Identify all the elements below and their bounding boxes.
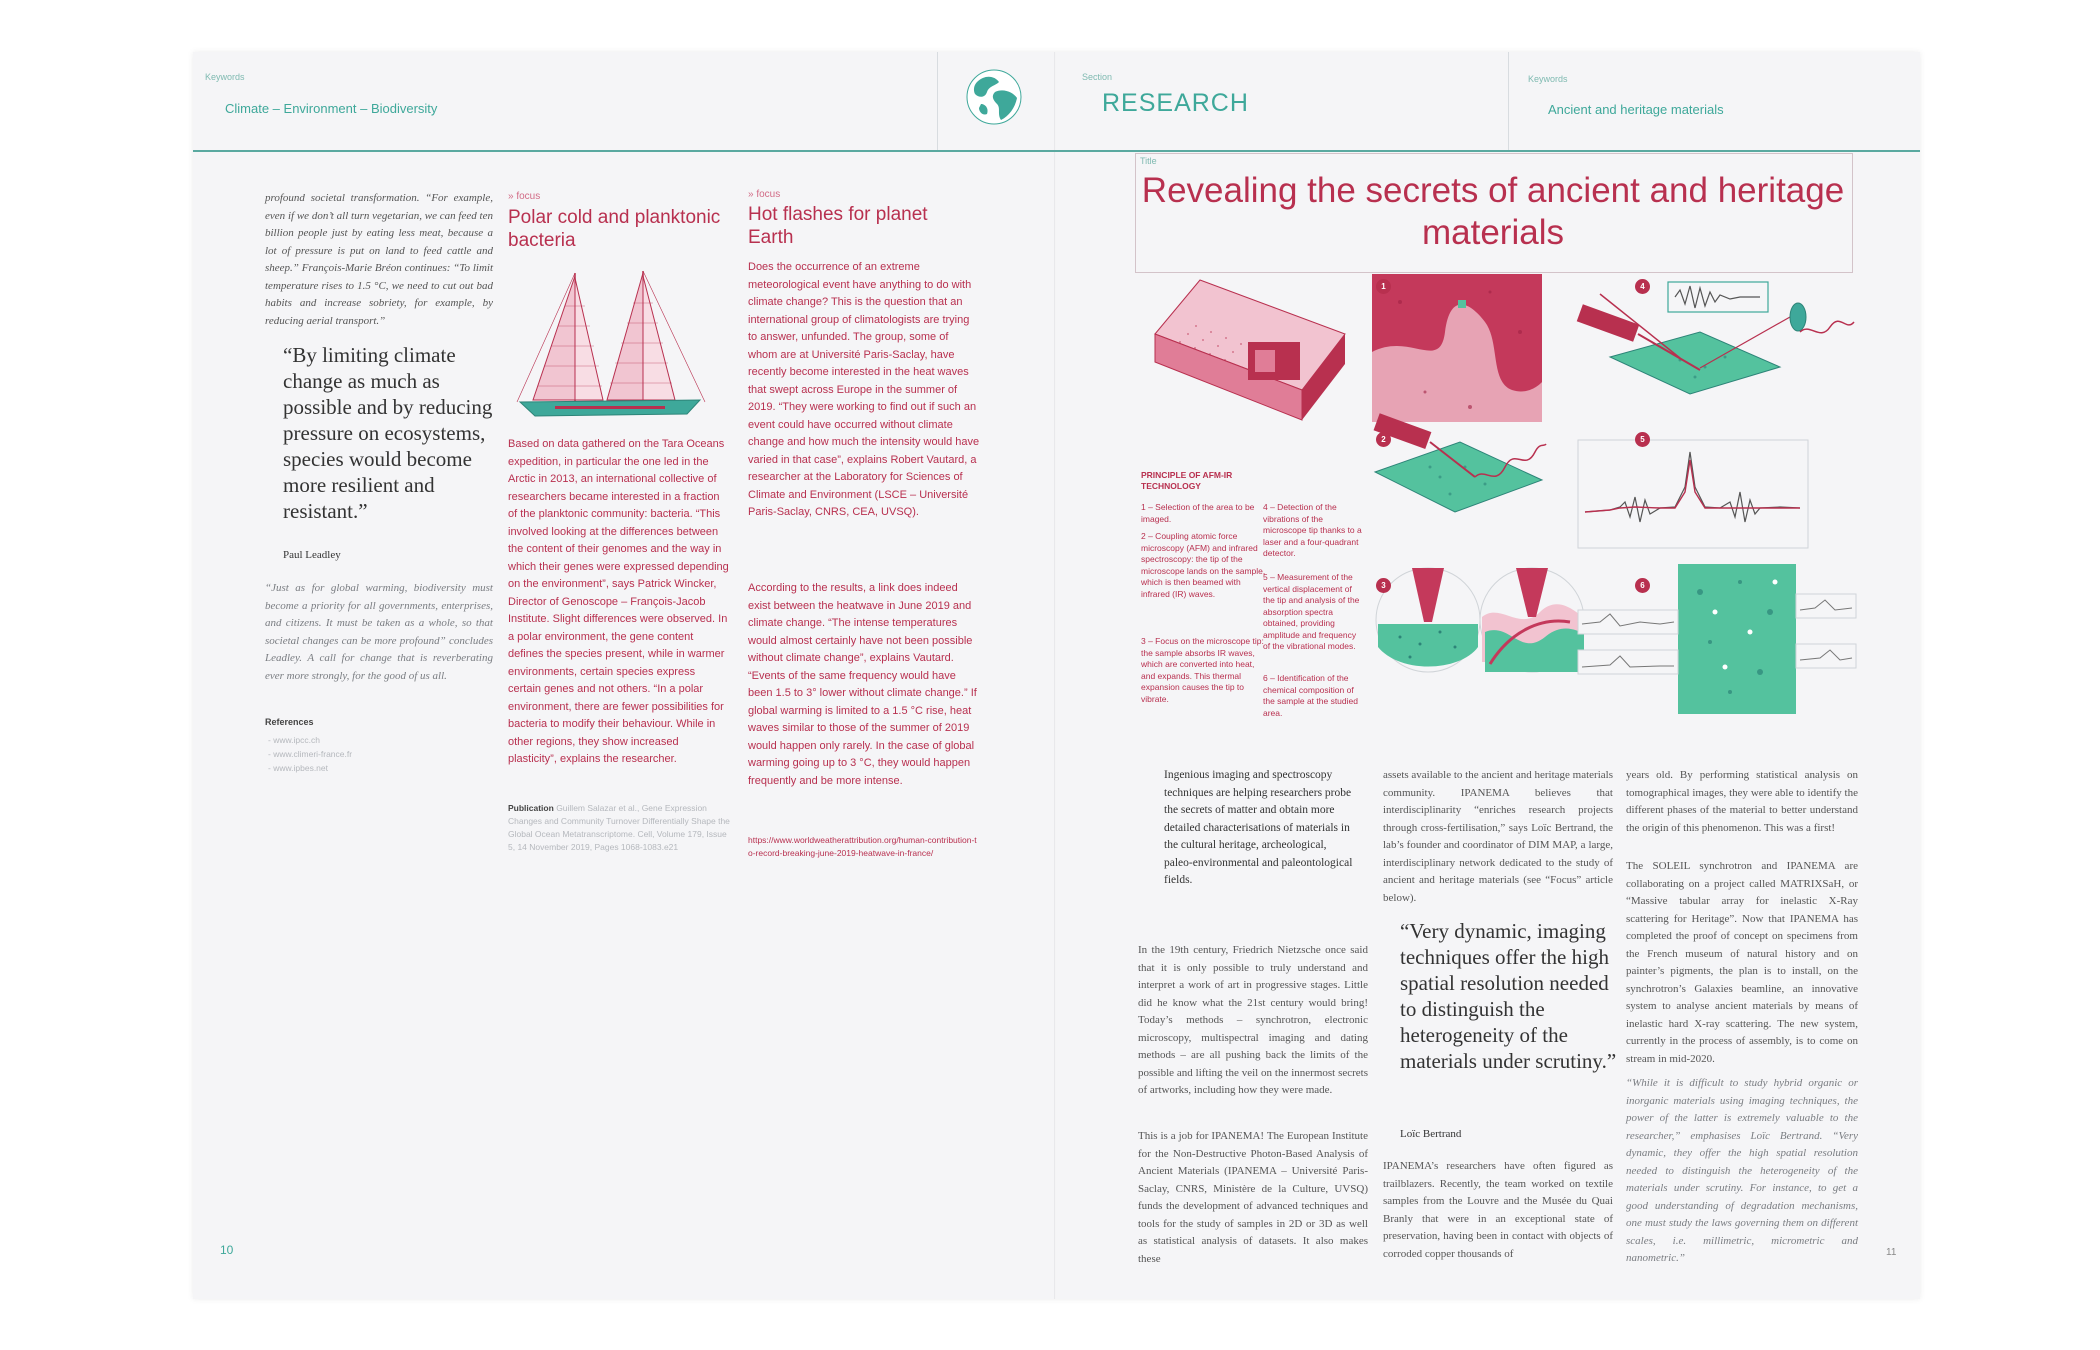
afm-coupling-panel <box>1374 413 1546 512</box>
sailboat-illustration <box>515 268 710 426</box>
step-badge: 1 <box>1376 279 1391 294</box>
body-paragraph: The SOLEIL synchrotron and IPANEMA are collaborating on a project called MATRIXSaH, or “Massive tabular array for inelastic X-Ray scattering for Heritage”. Now that IPANEMA has completed the proof of concept on specimens from the French museum of natural history and on painter’s pigments, the plan is to install, on the synchrotron’s Galaxies beamline, an innovative system to analyse ancient materials by means of inelastic hard X-ray scattering. The new system, currently in the process of assembly, is to come on stream in mid-2020. <box>1626 860 1858 1065</box>
right-pull-quote: “Very dynamic, imaging techniques offer the high spatial resolution needed to distinguish the heterogeneity of the materials under scrutiny.” <box>1400 919 1617 1073</box>
globe-icon <box>965 68 1023 126</box>
publication-label: Publication <box>508 803 554 813</box>
left-keywords: Climate – Environment – Biodiversity <box>225 101 438 116</box>
afm-caption-title: PRINCIPLE OF AFM-IR TECHNOLOGY <box>1141 470 1233 491</box>
publication-citation: Guillem Salazar et al., Gene Expression Changes and Community Turnover Differentially Shape the Global Ocean Metatranscriptome. Cell, Volume 179, Issue 5, 14 November 2019, Pages 1068-1083.e21 <box>508 803 730 852</box>
focus-tag: » focus <box>508 191 541 202</box>
step-badge: 4 <box>1635 279 1650 294</box>
closing-quote-paragraph: “While it is difficult to study hybrid organic or inorganic materials using imaging techniques, the power of the latter is extremely valuable to the researcher,” emphasises Loïc Bertrand. “Very dynamic, they offer the high spatial resolution needed to distinguish the heterogeneity of the materials under scrutiny. For instance, to get a good understanding of degradation mechanisms, one must study the laws governing them on different scales, i.e. millimetric, micrometric and nanometric.” <box>1626 1077 1858 1264</box>
step-badge: 6 <box>1635 578 1650 593</box>
focus1-body: Based on data gathered on the Tara Oceans expedition, in particular the one led in the Arctic in 2013, an international collective of researchers became interested in a fraction of the planktonic community: bacteria. “This involved looking at the differences between the content of their genomes and the way in which their genes were expressed depending on the environment”, says Patrick Wincker, Director of Genoscope – François-Jacob Institute. Slight differences were observed. In a polar environment, the gene content defines the species present, while in warmer environments, certain species express certain genes and not others. “In a polar environment, there are fewer possibilities for bacteria to modify their behaviour. While in other regions, they show increased plasticity”, explains the researcher. <box>508 438 729 765</box>
focus2-title: Hot flashes for planet Earth <box>748 204 928 248</box>
reference-item[interactable]: - www.ipbes.net <box>268 763 328 773</box>
afm-step: 2 – Coupling atomic force microscopy (AFM) and infrared spectroscopy: the tip of the microscope lands on the sample, which is then beamed with infrared (IR) waves. <box>1141 531 1266 599</box>
step-badge: 2 <box>1376 432 1391 447</box>
body-paragraph: IPANEMA’s researchers have often figured as trailblazers. Recently, the team worked on textile samples from the Louvre and the Musée du Quai Branly that were in an exceptional state of preservation, having been in contact with objects of corroded copper thousands of <box>1383 1160 1613 1260</box>
left-page-number: 10 <box>220 1243 234 1257</box>
right-header-divider <box>1508 52 1509 150</box>
afm-step: 1 – Selection of the area to be imaged. <box>1141 502 1255 524</box>
intro-paragraph: profound societal transformation. “For example, even if we don’t all turn vegetarian, we can feed ten billion people just by eating less meat, because a lot of pressure is put on land to feed cattle and sheep.” François-Marie Bréon continues: “To limit temperature rises to 1.5 °C, we need to cut out bad habits and increase sobriety, for example, by reducing aerial transport.” <box>265 192 493 327</box>
afm-step: 5 – Measurement of the vertical displacement of the tip and analysis of the absorption spectra obtained, providing amplitude and frequency of the vibrational modes. <box>1263 572 1360 651</box>
afm-step: 4 – Detection of the vibrations of the microscope tip thanks to a laser and a four-quadrant detector. <box>1263 502 1362 558</box>
step-badge: 3 <box>1376 578 1391 593</box>
reference-item[interactable]: - www.climeri-france.fr <box>268 749 353 759</box>
body-paragraph: assets available to the ancient and heritage materials community. IPANEMA believes that interdisciplinarity “enriches research projects through cross-fertilisation,” says Loïc Bertrand, the lab’s founder and coordinator of DIM MAP, a large, interdisciplinary network dedicated to the study of ancient and heritage materials (see “Focus” article below). <box>1383 769 1613 904</box>
section-name: RESEARCH <box>1102 89 1249 117</box>
right-keywords-label: Keywords <box>1528 74 1568 84</box>
focus-tag: » focus <box>748 189 781 200</box>
focus1-title: Polar cold and planktonic bacteria <box>508 207 721 251</box>
body-paragraph: years old. By performing statistical analysis on tomographical images, they were able to identify the different phases of the material to better understand the origin of this phenomenon. This was a first! <box>1626 769 1858 834</box>
afm-step: 3 – Focus on the microscope tip: the sample absorbs IR waves, which are converted into heat, and expands. This thermal expansion causes the tip to vibrate. <box>1141 636 1264 704</box>
references-title: References <box>265 717 314 727</box>
spine-gutter <box>1054 52 1056 1299</box>
right-keywords: Ancient and heritage materials <box>1548 102 1724 117</box>
right-page-number: 11 <box>1886 1247 1897 1258</box>
article-lede: Ingenious imaging and spectroscopy techniques are helping researchers probe the secrets of matter and obtain more detailed characterisations of materials in the cultural heritage, archeological, paleo-environmental and paleontological fields. <box>1164 769 1353 886</box>
body-paragraph: In the 19th century, Friedrich Nietzsche once said that it is only possible to truly understand and interpret a work of art in progressive stages. Little did he know what the 21st century would bring! Today’s methods – synchrotron, electronic microscopy, multispectral imaging and dating methods – are all pushing back the limits of the possible and lifting the veil on the innermost secrets of artworks, including how they were made. <box>1138 944 1368 1096</box>
afm-step: 6 – Identification of the chemical composition of the sample at the studied area. <box>1263 673 1358 718</box>
header-divider <box>937 52 938 150</box>
heatwave-link[interactable]: https://www.worldweatherattribution.org/human-contribution-to-record-breaking-june-2019-heatwave-in-france/ <box>748 835 977 858</box>
step-badge: 5 <box>1635 432 1650 447</box>
left-quote-author: Paul Leadley <box>283 549 341 561</box>
instrument-illustration <box>1155 280 1345 420</box>
focus2-body-2: According to the results, a link does indeed exist between the heatwave in June 2019 and climate change. “The intense temperatures would almost certainly have not been possible without climate change”, explains Vautard. “Events of the same frequency would have been 1.5 to 3° lower without climate change.” If global warming is limited to a 1.5 °C rise, heat waves similar to those of the summer of 2019 would happen only rarely. In the case of global warming going up to 3 °C, they would happen frequently and be more intense. <box>748 582 977 787</box>
closing-paragraph: “Just as for global warming, biodiversity must become a priority for all governments, enterprises, and citizens. It must be taken as a whole, so that societal changes can be more profound” concludes Leadley. A call for change that is reverberating ever more strongly, for the good of us all. <box>265 582 493 682</box>
body-paragraph: This is a job for IPANEMA! The European Institute for the Non-Destructive Photon-Based Analysis of Ancient Materials (IPANEMA – Université Paris-Saclay, CNRS, Ministère de la Culture, UVSQ) funds the development of advanced techniques and tools for the study of samples in 2D or 3D as well as statistical analysis of datasets. It also makes these <box>1138 1130 1368 1265</box>
focus2-body-1: Does the occurrence of an extreme meteorological event have anything to do with climate change? This is the question that an international group of climatologists are trying to answer, unfunded. The group, some of whom are at Université Paris-Saclay, have recently become interested in the heat waves that swept across Europe in the summer of 2019. “They were working to find out if such an event could have occurred without climate change and how much the intensity would have varied in that case”, explains Robert Vautard, a researcher at the Laboratory for Sciences of Climate and Environment (LSCE – Université Paris-Saclay, CNRS, CEA, UVSQ). <box>748 261 980 518</box>
right-quote-author: Loïc Bertrand <box>1400 1128 1462 1140</box>
left-pull-quote: “By limiting climate change as much as possible and by reducing pressure on ecosystems, species would become more resilient and resistant.” <box>283 343 493 523</box>
reference-item[interactable]: - www.ipcc.ch <box>268 735 320 745</box>
left-header-rule <box>193 150 1055 152</box>
section-label: Section <box>1082 72 1113 82</box>
title-label: Title <box>1140 156 1157 166</box>
laser-detection-panel <box>1577 282 1854 394</box>
left-keywords-label: Keywords <box>205 72 245 82</box>
right-header-rule <box>1055 150 1920 152</box>
article-title: Revealing the secrets of ancient and heritage materials <box>1141 171 1845 252</box>
